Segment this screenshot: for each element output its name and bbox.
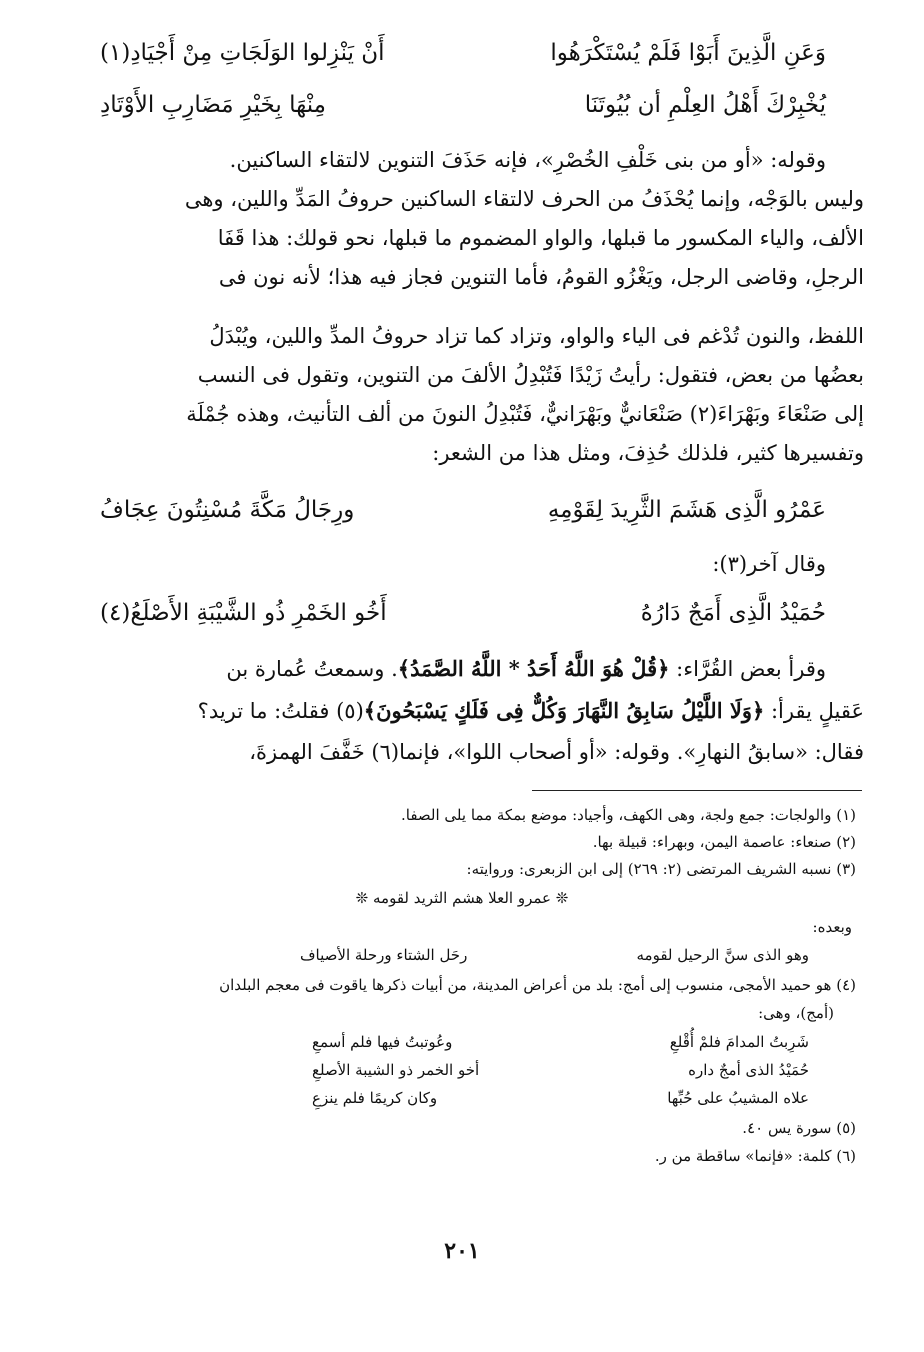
verse-second-hemistich: ورِجَالُ مَكَّةَ مُسْنِتُونَ عِجَافُ xyxy=(100,497,355,523)
verse-second-hemistich: أَخُو الخَمْرِ ذُو الشَّيْبَةِ الأَصْلَعُ(٤) xyxy=(100,600,387,626)
footnote-verse-second: وكان كريمًا فلم ينزعِ xyxy=(312,1089,438,1107)
footnote-verse-first: وهو الذى سنَّ الرحيل لقومه xyxy=(636,946,809,964)
verse-first-hemistich: يُخْبِرْكَ أَهْلُ العِلْمِ أن بُيُوتَنَا xyxy=(584,92,826,118)
text-segment: (٥) فقلتُ: ما تريد؟ xyxy=(197,699,364,723)
text-line: وليس بالوَجْه، وإنما يُحْذَفُ من الحرف لالتقاء الساكنين حروفُ المَدِّ واللين، وهى xyxy=(184,187,864,211)
text-segment: . وسمعتُ عُمارة بن xyxy=(226,657,398,681)
footnote: (٣) نسبه الشريف المرتضى (٢: ٢٦٩) إلى ابن الزبعرى: وروايته: xyxy=(466,860,856,878)
text-line: وقوله: «أو من بنى خَلْفِ الخُصْرِ»، فإنه حَذَفَ التنوين لالتقاء الساكنين. xyxy=(229,148,826,172)
text-line: فقال: «سابقُ النهارِ». وقوله: «أو أصحاب اللوا»، فإنما(٦) خَفَّفَ الهمزةَ، xyxy=(249,740,864,764)
footnote-verse-first: حُمَيْدُ الذى أمجٌ داره xyxy=(688,1061,809,1079)
verse-second-hemistich: مِنْهَا بِخَيْرِ مَضَارِبِ الأَوْتَادِ xyxy=(100,92,326,118)
footnote: (أمج)، وهى: xyxy=(758,1004,834,1022)
footnote: (٦) كلمة: «فإنما» ساقطة من ر. xyxy=(654,1147,856,1165)
verse-line xyxy=(100,40,826,80)
verse-line xyxy=(100,497,826,537)
page-number: ٢٠١ xyxy=(444,1238,480,1264)
text-line: الرجلِ، وقاضى الرجل، ويَغْزُو القومُ، فأما التنوين فجاز فيه هذا؛ لأنه نون فى xyxy=(218,265,864,289)
footnote-quote: ❊ عمرو العلا هشم الثريد لقومه ❊ xyxy=(355,889,569,907)
verse-first-hemistich: وَعَنِ الَّذِينَ أَبَوْا فَلَمْ يُسْتَكْرَهُوا xyxy=(550,40,826,66)
verse-first-hemistich: حُمَيْدُ الَّذِى أَمَجٌ دَارُهُ xyxy=(640,600,826,626)
footnote-verse-second: وعُوتبتُ فيها فلم أسمعِ xyxy=(312,1033,453,1051)
text-segment: عَقيلٍ يقرأ: xyxy=(764,699,864,723)
text-segment: وقرأ بعض القُرَّاء: xyxy=(669,657,826,681)
text-line: الألف، والياء المكسور ما قبلها، والواو المضموم ما قبلها، نحو قولك: هذا قَفَا xyxy=(217,226,864,250)
text-line xyxy=(60,698,864,723)
verse-line xyxy=(100,92,826,132)
footnote: (٤) هو حميد الأمجى، منسوب إلى أمج: بلد من أعراض المدينة، من أبيات ذكرها ياقوت فى معجم البلدان xyxy=(219,976,856,994)
footnote-divider xyxy=(532,790,862,791)
quran-verse: ﴿قُلْ هُوَ اللَّهُ أَحَدُ * اللَّهُ الصَّمَدُ﴾ xyxy=(397,656,670,681)
text-line: بعضُها من بعض، فتقول: رأيتُ زَيْدًا فَتُبْدِلُ الألفَ من التنوين، وتقول فى النسب xyxy=(197,363,864,387)
text-line: وقال آخر(٣): xyxy=(712,552,826,576)
footnote: (٥) سورة يس ٤٠. xyxy=(742,1119,856,1137)
text-line: إلى صَنْعَاءَ وبَهْرَاءَ(٢) صَنْعَانيٌّ وبَهْرَانيٌّ، فَتُبْدِلُ النونَ من ألف التأنيث، وهذه جُمْلَة xyxy=(186,402,864,426)
verse-first-hemistich: عَمْرُو الَّذِى هَشَمَ الثَّرِيدَ لِقَوْمِهِ xyxy=(547,497,826,523)
verse-second-hemistich: أَنْ يَنْزِلوا الوَلَجَاتِ مِنْ أَجْيَادِ(١) xyxy=(100,40,385,66)
text-line: وتفسيرها كثير، فلذلك حُذِفَ، ومثل هذا من الشعر: xyxy=(432,441,864,465)
footnote: (٢) صنعاء: عاصمة اليمن، وبهراء: قبيلة بها. xyxy=(592,833,856,851)
verse-line xyxy=(100,600,826,640)
footnote-verse-second: رحَل الشتاء ورحلة الأصياف xyxy=(300,946,468,964)
footnote-verse-first: علاه المشيبُ على حُبِّها xyxy=(667,1089,809,1107)
text-line: اللفظ، والنون تُدْغم فى الياء والواو، وتزاد كما تزاد حروفُ المدِّ واللين، ويُبْدَلُ xyxy=(209,324,864,348)
text-line xyxy=(60,656,826,681)
footnote: (١) والولجات: جمع ولجة، وهى الكهف، وأجياد: موضع بمكة مما يلى الصفا. xyxy=(400,806,856,824)
footnote-verse-first: شَرِبتُ المدامَ فلمْ أُقْلعِ xyxy=(669,1033,809,1051)
footnote: وبعده: xyxy=(812,918,852,936)
quran-verse: ﴿وَلَا اللَّيْلُ سَابِقُ النَّهَارَ وَكُلٌّ فِى فَلَكٍ يَسْبَحُونَ﴾ xyxy=(363,698,765,723)
footnote-verse-second: أخو الخمر ذو الشيبة الأصلعِ xyxy=(312,1061,480,1079)
